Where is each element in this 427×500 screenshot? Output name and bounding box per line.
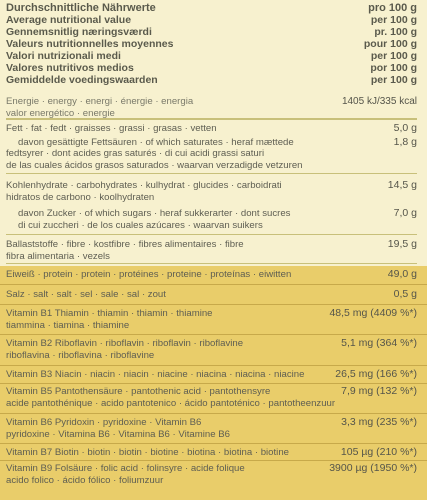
energy-label-cont: valor energético · energie <box>6 107 115 119</box>
header-value: por 100 g <box>370 62 417 74</box>
vitamin-b7-label: Vitamin B7 Biotin · biotin · biotin · biotine · biotina · biotina · biotine <box>6 447 289 458</box>
vitamin-b7-row <box>0 444 427 461</box>
vitamin-b1-label-cont: tiammina · tiamina · thiamine <box>6 319 130 331</box>
sugars-label: davon Zucker · of which sugars · heraf sukkerarter · dont sucres <box>18 208 291 219</box>
vitamin-b2-label-cont: riboflavina · riboflavina · riboflavine <box>6 349 155 361</box>
vitamin-b5-label: Vitamin B5 Pantothensäure · pantothenic acid · pantothensyre <box>6 386 271 397</box>
vitamin-b2-label: Vitamin B2 Riboflavin · riboflavin · riboflavin · riboflavine <box>6 338 244 349</box>
vitamin-b5-label-cont: acide pantothénique · acido pantotenico · ácido pantoténico · pantotheenzuur <box>6 397 336 409</box>
salt-row <box>0 285 427 305</box>
protein-value: 49,0 g <box>387 268 417 280</box>
header-label: Average nutritional value <box>6 14 132 26</box>
vitamin-b3-row <box>0 366 427 384</box>
saturates-value: 1,8 g <box>393 135 417 148</box>
header-label: Valores nutritivos medios <box>6 62 134 74</box>
header-label: Valori nutrizionali medi <box>6 50 121 62</box>
saturates-label-cont2: de las cuales ácidos grasos saturados · waarvan verzadigde vetzuren <box>6 159 303 171</box>
fibre-label: Ballaststoffe · fibre · kostfibre · fibres alimentaires · fibre <box>6 239 244 250</box>
vitamin-b2-value: 5,1 mg (364 %*) <box>341 337 417 349</box>
sugars-label-cont: di cui zuccheri · de los cuales azúcares · waarvan suikers <box>18 219 263 231</box>
saturates-label: davon gesättigte Fettsäuren · of which saturates · heraf mættede <box>18 136 294 148</box>
vitamin-b6-label-cont: pyridoxine · Vitamina B6 · Vitamina B6 · Vitamine B6 <box>6 428 230 440</box>
vitamin-b6-label: Vitamin B6 Pyridoxin · pyridoxine · Vitamin B6 <box>6 417 202 428</box>
header-label: Durchschnittliche Nährwerte <box>6 2 156 14</box>
fibre-label-cont: fibra alimentaria · vezels <box>6 250 110 262</box>
carbohydrates-value: 14,5 g <box>387 179 417 191</box>
vitamin-b5-value: 7,9 mg (132 %*) <box>341 385 417 397</box>
header-label: Valeurs nutritionnelles moyennes <box>6 38 174 50</box>
vitamin-b6-value: 3,3 mg (235 %*) <box>341 416 417 428</box>
protein-label: Eiweiß · protein · protein · protéines · proteine · proteínas · eiwitten <box>6 269 292 280</box>
energy-row <box>6 96 417 120</box>
energy-label: Energie · energy · energi · énergie · energia <box>6 96 194 107</box>
vitamin-b1-label: Vitamin B1 Thiamin · thiamin · thiamin · thiamine <box>6 308 213 319</box>
energy-value: 1405 kJ/335 kcal <box>341 96 417 107</box>
fibre-row <box>6 238 417 264</box>
header-row <box>6 38 417 50</box>
header-value: pro 100 g <box>368 2 417 14</box>
header-row <box>6 62 417 74</box>
salt-label: Salz · salt · salt · sel · sale · sal · zout <box>6 289 166 300</box>
vitamin-b1-value: 48,5 mg (4409 %*) <box>329 307 417 319</box>
header-row <box>6 2 417 14</box>
vitamin-b7-value: 105 µg (210 %*) <box>340 446 417 458</box>
header-value: per 100 g <box>370 14 417 26</box>
vitamin-b1-row <box>0 305 427 335</box>
carbohydrates-label: Kohlenhydrate · carbohydrates · kulhydrat · glucides · carboidrati <box>6 180 282 191</box>
vitamin-b5-row <box>0 384 427 414</box>
header-row <box>6 26 417 38</box>
sugars-value: 7,0 g <box>393 207 417 219</box>
vitamin-b9-label: Vitamin B9 Folsäure · folic acid · folinsyre · acide folique <box>6 463 245 474</box>
header-row <box>6 50 417 62</box>
protein-row <box>0 266 427 285</box>
vitamin-b3-value: 26,5 mg (166 %*) <box>335 368 417 380</box>
header-value: per 100 g <box>370 74 417 86</box>
vitamin-b6-row <box>0 414 427 444</box>
header-value: pour 100 g <box>363 38 417 50</box>
vitamin-b9-label-cont: acido folico · ácido fólico · foliumzuur <box>6 474 164 486</box>
fat-row <box>6 123 417 174</box>
fat-label: Fett · fat · fedt · graisses · grassi · grasas · vetten <box>6 123 217 134</box>
header-value: per 100 g <box>370 50 417 62</box>
header-row <box>6 74 417 86</box>
vitamin-b9-value: 3900 µg (1950 %*) <box>329 462 417 474</box>
fat-value: 5,0 g <box>393 122 417 134</box>
vitamin-b3-label: Vitamin B3 Niacin · niacin · niacin · niacine · niacina · niacina · niacine <box>6 369 305 380</box>
carbohydrates-label-cont: hidratos de carbono · koolhydraten <box>6 191 155 203</box>
header-label: Gemiddelde voedingswaarden <box>6 74 158 86</box>
fibre-value: 19,5 g <box>387 238 417 250</box>
vitamin-b9-row <box>0 461 427 500</box>
header-label: Gennemsnitlig næringsværdi <box>6 26 152 38</box>
carbohydrates-row <box>6 178 417 235</box>
saturates-label-cont: fedtsyrer · dont acides gras saturés · di cui acidi grassi saturi <box>6 148 265 159</box>
vitamin-b2-row <box>0 335 427 366</box>
salt-value: 0,5 g <box>393 288 417 300</box>
header-row <box>6 14 417 26</box>
header-value: pr. 100 g <box>374 26 417 38</box>
